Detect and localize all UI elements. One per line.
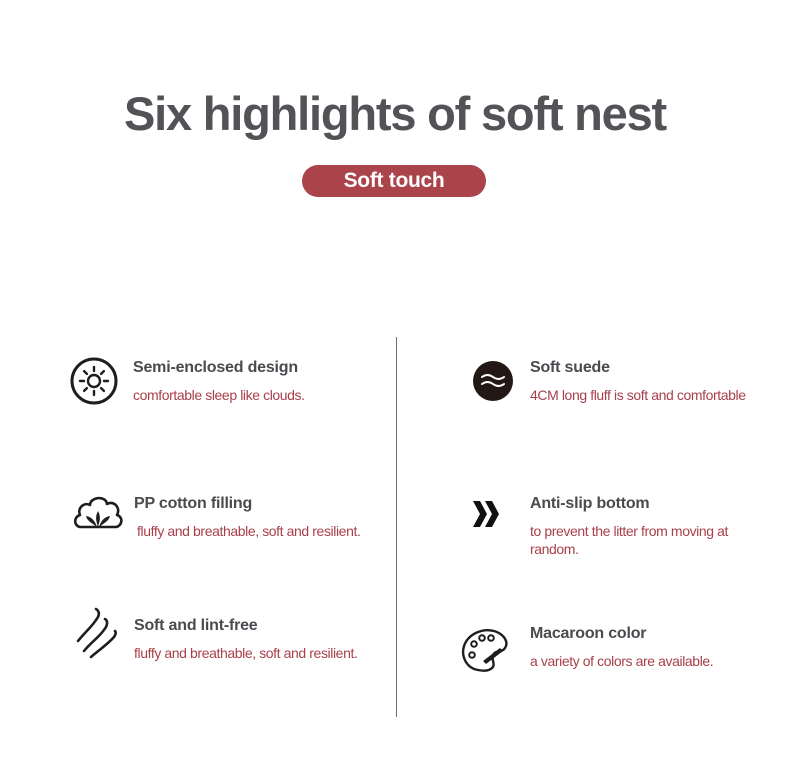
feature-title: PP cotton filling [134, 495, 253, 512]
feature-title: Semi-enclosed design [133, 359, 298, 376]
cotton-icon [72, 489, 124, 531]
sun-icon [68, 355, 120, 407]
column-divider [396, 337, 397, 717]
wind-lines-icon [74, 607, 120, 659]
feature-title: Macaroon color [530, 625, 647, 642]
waves-icon [472, 360, 514, 402]
feature-description: a variety of colors are available. [530, 653, 714, 669]
feature-title: Soft and lint-free [134, 617, 258, 634]
feature-description: fluffy and breathable, soft and resilient. [137, 523, 361, 539]
chevrons-right-icon [470, 498, 502, 530]
palette-icon [460, 624, 512, 674]
feature-description: to prevent the litter from moving at random. [530, 523, 729, 557]
feature-description: 4CM long fluff is soft and comfortable [530, 387, 746, 403]
feature-description: fluffy and breathable, soft and resilient. [134, 645, 358, 661]
feature-title: Anti-slip bottom [530, 495, 650, 512]
soft-touch-badge: Soft touch [302, 165, 486, 197]
feature-description: comfortable sleep like clouds. [133, 387, 305, 403]
page-title: Six highlights of soft nest [123, 87, 667, 140]
feature-title: Soft suede [530, 359, 610, 376]
